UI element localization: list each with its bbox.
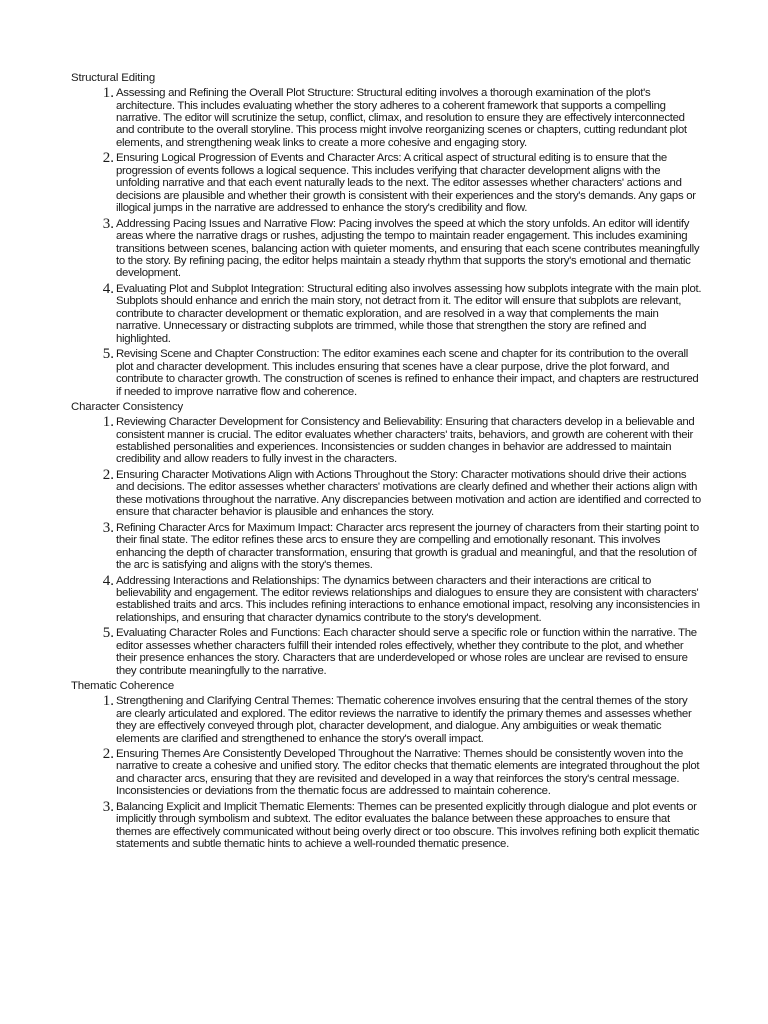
list-item-text: Evaluating Character Roles and Functions: Each character should serve a specific role or function within the narrative. The editor assesses whether characters fulfill their intended roles effectively, whether they contribute to the plot, and whether their presence enhances the story. Characters that are underdeveloped or whose roles are unclear are revised to ensure they contribute meaningfully to the narrative. [116,627,697,677]
list-number: 1. [102,414,114,431]
list-item-text: Assessing and Refining the Overall Plot Structure: Structural editing involves a thorough examination of the plot's architecture. This includes evaluating whether the story adheres to a coherent framework that supports a compelling narrative. The editor will scrutinize the setup, conflict, climax, and resolution to ensure they are effectively interconnected and contribute to the overall storyline. This process might involve reorganizing scenes or chapters, cutting redundant plot elements, and strengthening weak links to create a more cohesive and engaging story. [116,87,687,149]
list-item [71,695,703,745]
list-number: 1. [102,85,114,102]
list-item [71,519,703,572]
numbered-list [71,416,703,677]
section-heading: Character Consistency [71,400,184,413]
list-number: 3. [102,215,114,232]
numbered-list [71,695,703,850]
list-item-text: Reviewing Character Development for Consistency and Believability: Ensuring that characters develop in a believable and consistent manner is crucial. The editor evaluates whether characters' traits, behaviors, and growth are coherent with their established personalities and experiences. Inconsistencies or sudden changes in behavior are addressed to maintain credibility and allow readers to fully invest in the characters. [116,416,695,466]
list-item [71,215,703,280]
list-item-text: Evaluating Plot and Subplot Integration: Structural editing also involves assessing how subplots integrate with the main plot. Subplots should enhance and enrich the main story, not detract from it. The editor will ensure that subplots are relevant, contribute to character development or thematic exploration, and are resolved in a way that complements the main narrative. Unnecessary or distracting subplots are trimmed, while those that strengthen the story are refined and highlighted. [116,282,702,345]
list-number: 5. [102,346,114,363]
list-item [71,348,703,398]
list-item-text: Ensuring Character Motivations Align with Actions Throughout the Story: Character motivations should drive their actions and decisions. The editor assesses whether characters' motivations are clearly defined and whether their actions align with these motivations throughout the narrative. Any discrepancies between motivation and action are identified and corrected to ensure that character behavior is plausible and enhances the story. [116,468,701,519]
section-structural-editing [71,72,703,398]
list-item-text: Revising Scene and Chapter Construction: The editor examines each scene and chapter for its contribution to the overall plot and character development. This includes ensuring that scenes have a clear purpose, drive the plot forward, and contribute to character growth. The construction of scenes is refined to enhance their impact, and chapters are restructured if needed to improve narrative flow and coherence. [116,348,699,398]
list-number: 4. [102,572,114,589]
list-item-text: Ensuring Logical Progression of Events and Character Arcs: A critical aspect of structural editing is to ensure that the progression of events follows a logical sequence. This includes verifying that character development aligns with the unfolding narrative and that each event naturally leads to the next. The editor assesses whether characters' actions and decisions are plausible and whether their growth is consistent with their experiences and the story's demands. Any gaps or illogical jumps in the narrative are addressed to enhance the story's credibility and flow. [116,152,696,215]
list-item-text: Addressing Pacing Issues and Narrative Flow: Pacing involves the speed at which the story unfolds. An editor will identify areas where the narrative drags or rushes, adjusting the tempo to maintain reader engagement. This includes examining transitions between scenes, balancing action with quieter moments, and ensuring that each scene contributes meaningfully to the story. By refining pacing, the editor helps maintain a steady rhythm that supports the story's emotional and thematic development. [116,217,700,280]
list-item-text: Addressing Interactions and Relationships: The dynamics between characters and their interactions are critical to believability and engagement. The editor reviews relationships and dialogues to ensure they are consistent with characters' established traits and arcs. This includes refining interactions to enhance emotional impact, resolving any inconsistencies in relationships, and ensuring that character dynamics contribute to the story's development. [116,574,700,624]
list-item [71,152,703,214]
list-number: 2. [102,746,114,763]
list-number: 3. [102,519,114,536]
document-page [71,72,703,854]
list-number: 2. [102,466,114,483]
list-item [71,416,703,466]
list-item [71,627,703,677]
section-heading: Structural Editing [71,72,156,84]
list-number: 5. [102,625,114,642]
list-number: 2. [102,150,114,167]
list-item [71,572,703,625]
list-number: 1. [102,693,114,710]
section-character-consistency [71,401,703,677]
list-item [71,748,703,798]
list-item-text: Ensuring Themes Are Consistently Developed Throughout the Narrative: Themes should be consistently woven into the narrative to create a cohesive and unified story. The editor checks that thematic elements are integrated throughout the plot and character arcs, ensuring that they are revisited and developed in a way that reinforces the story's central message. Inconsistencies or deviations from the thematic focus are addressed to maintain coherence. [116,748,700,798]
list-number: 4. [102,280,114,297]
list-item [71,798,703,851]
section-heading: Thematic Coherence [71,680,175,693]
list-item-text: Balancing Explicit and Implicit Thematic Elements: Themes can be presented explicitly through dialogue and plot events or implicitly through symbolism and subtext. The editor evaluates the balance between these approaches to ensure that themes are effectively communicated without being overly direct or too obscure. This involves refining both explicit thematic statements and subtle thematic hints to achieve a well-rounded thematic presence. [116,800,700,851]
list-item [71,87,703,149]
list-number: 3. [102,798,114,815]
list-item [71,280,703,345]
list-item [71,466,703,519]
section-thematic-coherence [71,680,703,851]
list-item-text: Strengthening and Clarifying Central Themes: Thematic coherence involves ensuring that the central themes of the story are clearly articulated and explored. The editor reviews the narrative to identify the primary themes and assesses whether they are effectively conveyed through plot, character development, and dialogue. Any ambiguities or weak thematic elements are clarified and strengthened to enhance the story's overall impact. [116,695,692,745]
list-item-text: Refining Character Arcs for Maximum Impact: Character arcs represent the journey of characters from their starting point to their final state. The editor refines these arcs to ensure they are compelling and emotionally resonant. This involves enhancing the depth of character transformation, ensuring that growth is gradual and meaningful, and that the resolution of the arc is satisfying and aligns with the story's themes. [116,521,699,572]
numbered-list [71,87,703,398]
